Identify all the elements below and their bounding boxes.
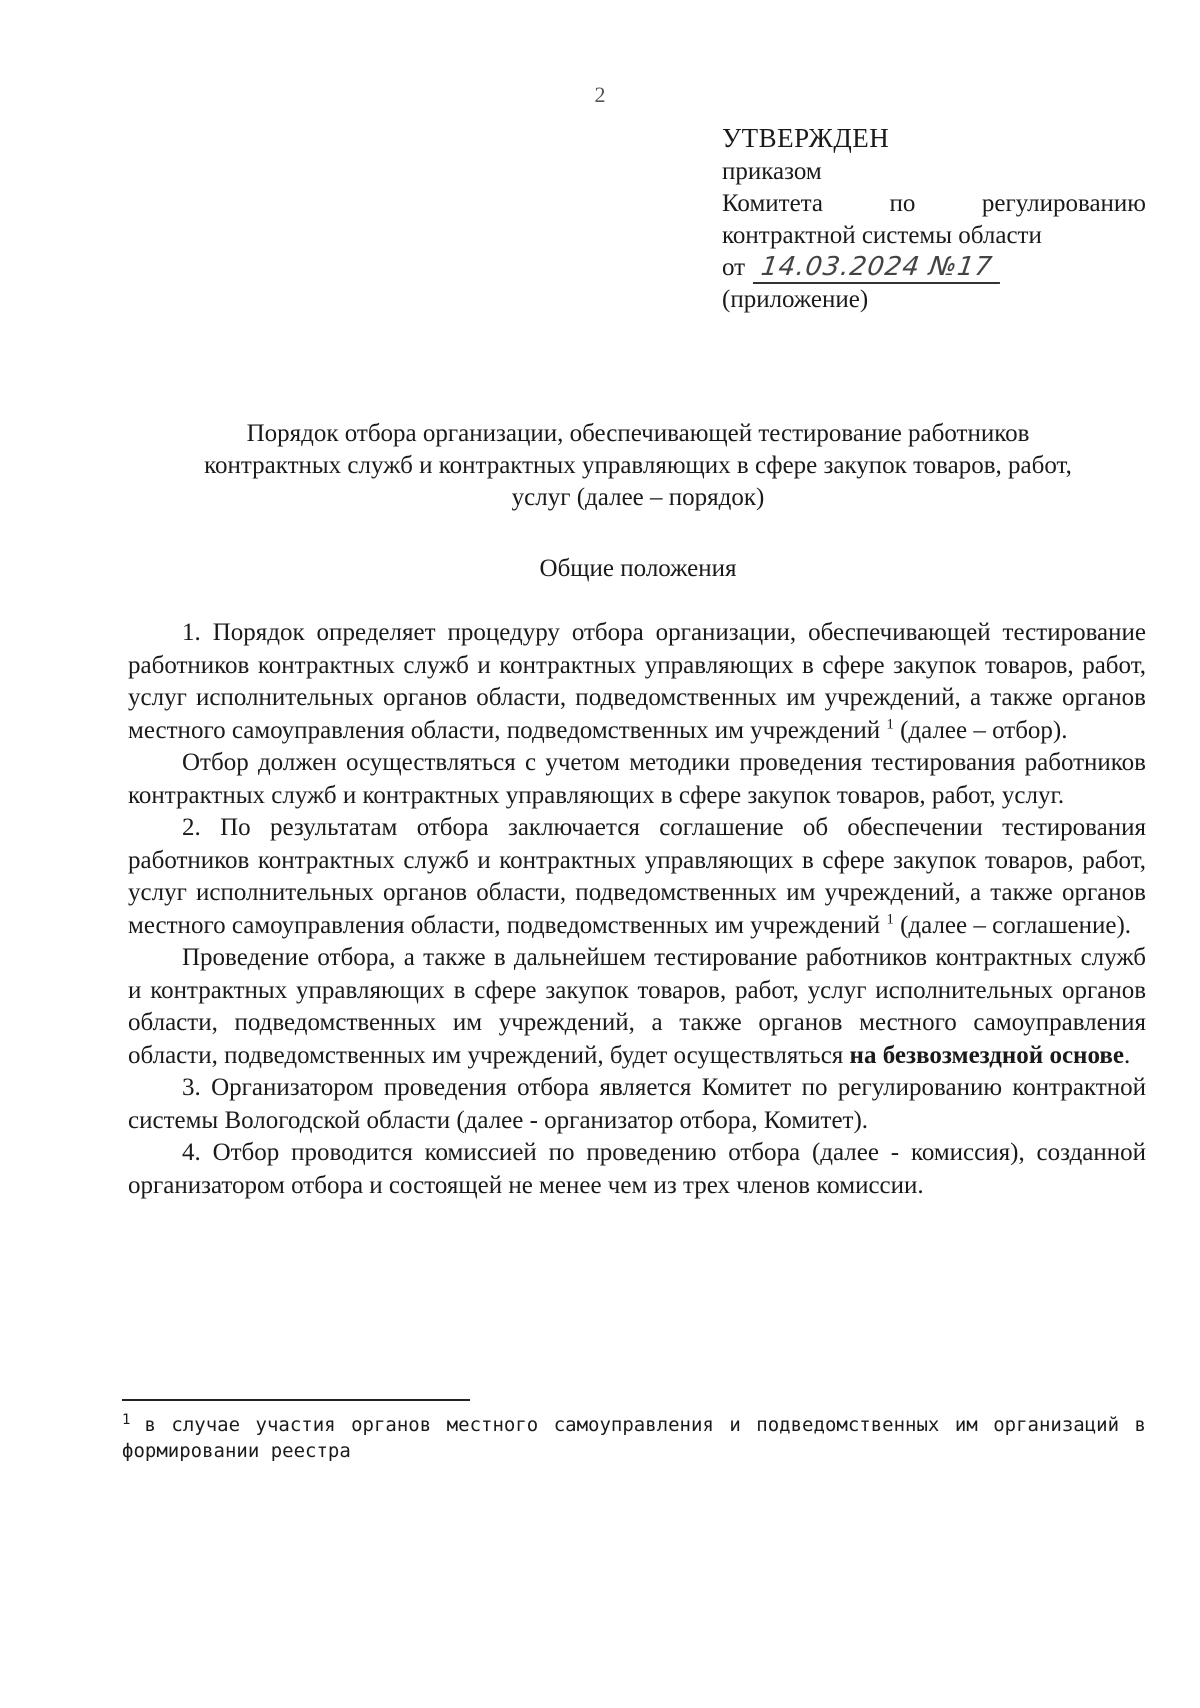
- paragraph-text: 1. Порядок определяет процедуру отбора организации, обеспечивающей тестирование работников контрактных служб и контрактных управляющих в сфере закупок товаров, работ, услуг исполнительных органов области, подведомственных им учреждений, а также органов местного самоуправления области, подведомственных им учреждений: [128, 619, 1146, 744]
- footnote-mark: 1: [122, 1411, 131, 1428]
- footnote-text: в случае участия органов местного самоуправления и подведомственных им организаций в формировании реестра: [122, 1414, 1146, 1462]
- approval-word: по: [889, 190, 916, 217]
- page-number: 2: [594, 82, 606, 107]
- approval-date-line: [722, 252, 1146, 284]
- approval-line-system: контрактной системы области: [722, 222, 1042, 249]
- paragraph-5: 3. Организатором проведения отбора является Комитет по регулированию контрактной системы Вологодской области (далее - организатор отбора, Комитет).: [128, 1074, 1146, 1134]
- approval-word: регулированию: [981, 190, 1146, 217]
- date-prefix: от: [722, 254, 746, 281]
- paragraph-text: (далее – отбор).: [893, 716, 1068, 744]
- approval-line-committee: [722, 188, 1146, 220]
- section-title: Общие положения: [539, 555, 737, 582]
- bold-text: на безвозмездной основе: [849, 1041, 1124, 1069]
- document-title: [130, 418, 1146, 514]
- title-line: Порядок отбора организации, обеспечивающей тестирование работников: [246, 420, 1030, 447]
- paragraph-text: .: [1123, 1041, 1131, 1069]
- handwritten-date: 14.03.2024 №17: [753, 253, 1005, 284]
- approval-line-order: приказом: [722, 158, 822, 185]
- approval-line-appendix: (приложение): [722, 286, 869, 313]
- title-line: услуг (далее – порядок): [511, 484, 765, 511]
- title-line: контрактных служб и контрактных управляющих в сфере закупок товаров, работ,: [204, 452, 1072, 479]
- paragraph-text: 2. По результатам отбора заключается соглашение об обеспечении тестирования работников контрактных служб и контрактных управляющих в сфере закупок товаров, работ, услуг исполнительных органов области, подведомственных им учреждений, а также органов местного самоуправления области, подведомственных им учреждений: [128, 814, 1146, 939]
- paragraph-2: Отбор должен осуществляться с учетом методики проведения тестирования работников контрактных служб и контрактных управляющих в сфере закупок товаров, работ, услуг.: [128, 749, 1146, 809]
- footnote: [122, 1412, 1146, 1464]
- body-text: [128, 617, 1146, 1202]
- paragraph-text: Проведение отбора, а также в дальнейшем тестирование работников контрактных служб и контрактных управляющих в сфере закупок товаров, работ, услуг исполнительных органов области, подведомственных им учреждений, а также органов местного самоуправления области, подведомственных им учреждений, будет осуществляться: [128, 944, 1146, 1069]
- footnote-ref: 1: [886, 911, 894, 928]
- paragraph-4: [128, 942, 1146, 1072]
- approval-word: Комитета: [722, 190, 824, 217]
- footnote-divider: [122, 1399, 470, 1401]
- footnote-ref: 1: [886, 716, 894, 733]
- paragraph-1: [128, 617, 1146, 747]
- paragraph-3: [128, 812, 1146, 942]
- paragraph-text: (далее – соглашение).: [893, 911, 1132, 939]
- approval-block: [722, 122, 1146, 316]
- paragraph-6: 4. Отбор проводится комиссией по проведению отбора (далее - комиссия), созданной организатором отбора и состоящей не менее чем из трех членов комиссии.: [128, 1139, 1146, 1199]
- approval-stamp: УТВЕРЖДЕН: [722, 123, 890, 153]
